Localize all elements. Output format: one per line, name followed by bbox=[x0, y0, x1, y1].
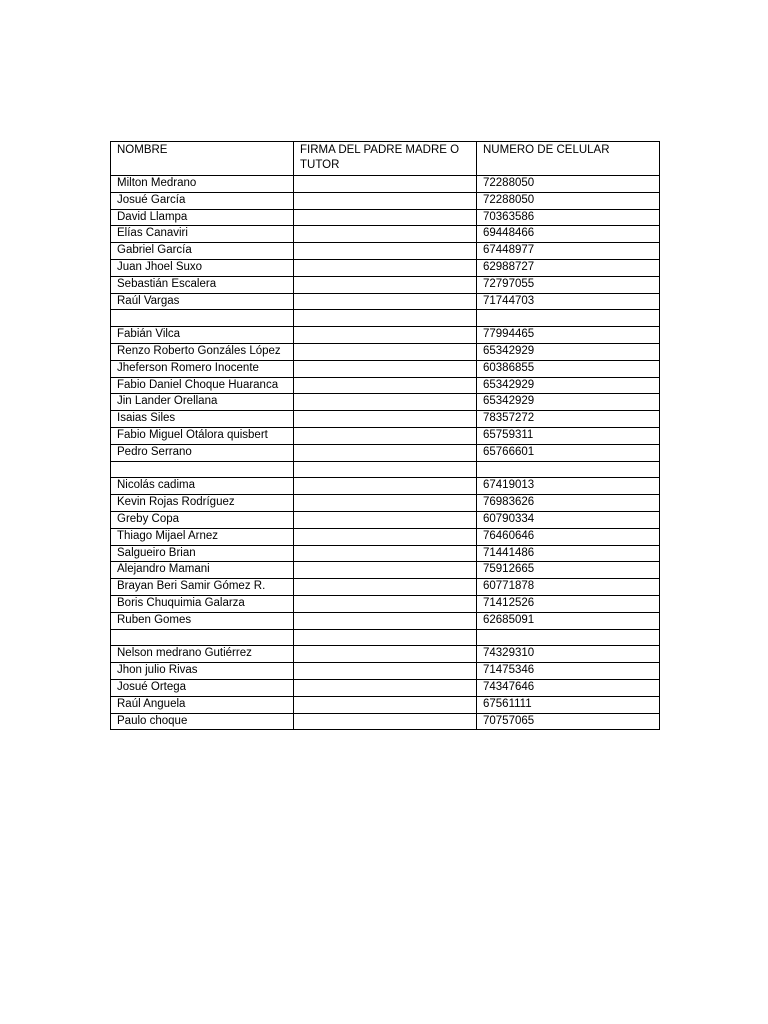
table-row bbox=[111, 209, 660, 226]
cell-phone: 75912665 bbox=[477, 562, 660, 579]
table-row bbox=[111, 327, 660, 344]
cell-phone: 71475346 bbox=[477, 663, 660, 680]
cell-phone: 65766601 bbox=[477, 444, 660, 461]
cell-phone: 71441486 bbox=[477, 545, 660, 562]
cell-phone: 72797055 bbox=[477, 276, 660, 293]
table-row bbox=[111, 595, 660, 612]
table-row bbox=[111, 427, 660, 444]
cell-phone: 77994465 bbox=[477, 327, 660, 344]
cell-phone: 74329310 bbox=[477, 646, 660, 663]
table-row bbox=[111, 545, 660, 562]
cell-signature bbox=[294, 696, 477, 713]
cell-signature bbox=[294, 461, 477, 478]
cell-signature bbox=[294, 293, 477, 310]
table-row bbox=[111, 511, 660, 528]
cell-name: Jhon julio Rivas bbox=[111, 663, 294, 680]
cell-phone: 70757065 bbox=[477, 713, 660, 730]
cell-name: Elías Canaviri bbox=[111, 226, 294, 243]
cell-signature bbox=[294, 427, 477, 444]
table-row bbox=[111, 343, 660, 360]
cell-phone: 72288050 bbox=[477, 192, 660, 209]
table-row bbox=[111, 528, 660, 545]
cell-signature bbox=[294, 663, 477, 680]
cell-signature bbox=[294, 377, 477, 394]
cell-signature bbox=[294, 679, 477, 696]
cell-name: Thiago Mijael Arnez bbox=[111, 528, 294, 545]
cell-name: Isaias Siles bbox=[111, 411, 294, 428]
cell-signature bbox=[294, 528, 477, 545]
cell-name bbox=[111, 461, 294, 478]
table-row bbox=[111, 310, 660, 327]
table-row bbox=[111, 243, 660, 260]
table-row bbox=[111, 411, 660, 428]
cell-phone: 67448977 bbox=[477, 243, 660, 260]
cell-phone: 62988727 bbox=[477, 259, 660, 276]
cell-phone: 62685091 bbox=[477, 612, 660, 629]
table-row bbox=[111, 360, 660, 377]
cell-signature bbox=[294, 243, 477, 260]
cell-signature bbox=[294, 579, 477, 596]
cell-name: Jheferson Romero Inocente bbox=[111, 360, 294, 377]
cell-name: Sebastián Escalera bbox=[111, 276, 294, 293]
cell-name: Ruben Gomes bbox=[111, 612, 294, 629]
cell-name: Raúl Vargas bbox=[111, 293, 294, 310]
cell-name: Greby Copa bbox=[111, 511, 294, 528]
table-row bbox=[111, 192, 660, 209]
table-row bbox=[111, 226, 660, 243]
cell-signature bbox=[294, 176, 477, 193]
table-row bbox=[111, 461, 660, 478]
cell-name: Brayan Beri Samir Gómez R. bbox=[111, 579, 294, 596]
cell-signature bbox=[294, 478, 477, 495]
cell-name: Fabio Miguel Otálora quisbert bbox=[111, 427, 294, 444]
cell-phone: 71744703 bbox=[477, 293, 660, 310]
table-row bbox=[111, 663, 660, 680]
table-row bbox=[111, 646, 660, 663]
table-header-row bbox=[111, 142, 660, 176]
cell-signature bbox=[294, 209, 477, 226]
cell-phone: 67419013 bbox=[477, 478, 660, 495]
table-row bbox=[111, 276, 660, 293]
cell-name: Josué García bbox=[111, 192, 294, 209]
cell-name: David Llampa bbox=[111, 209, 294, 226]
cell-phone: 70363586 bbox=[477, 209, 660, 226]
table-row bbox=[111, 612, 660, 629]
cell-signature bbox=[294, 360, 477, 377]
cell-signature bbox=[294, 511, 477, 528]
cell-phone bbox=[477, 310, 660, 327]
cell-name: Milton Medrano bbox=[111, 176, 294, 193]
table-row bbox=[111, 478, 660, 495]
cell-name: Renzo Roberto Gonzáles López bbox=[111, 343, 294, 360]
cell-signature bbox=[294, 595, 477, 612]
table-row bbox=[111, 377, 660, 394]
cell-phone: 67561111 bbox=[477, 696, 660, 713]
cell-name: Kevin Rojas Rodríguez bbox=[111, 495, 294, 512]
table-row bbox=[111, 495, 660, 512]
table-body bbox=[111, 176, 660, 730]
cell-phone: 69448466 bbox=[477, 226, 660, 243]
table-row bbox=[111, 713, 660, 730]
cell-name: Salgueiro Brian bbox=[111, 545, 294, 562]
cell-signature bbox=[294, 646, 477, 663]
cell-phone: 72288050 bbox=[477, 176, 660, 193]
table-row bbox=[111, 696, 660, 713]
cell-phone: 76460646 bbox=[477, 528, 660, 545]
cell-name: Raúl Anguela bbox=[111, 696, 294, 713]
cell-name: Josué Ortega bbox=[111, 679, 294, 696]
cell-signature bbox=[294, 394, 477, 411]
cell-name: Pedro Serrano bbox=[111, 444, 294, 461]
table-row bbox=[111, 259, 660, 276]
cell-phone: 65342929 bbox=[477, 377, 660, 394]
cell-signature bbox=[294, 562, 477, 579]
header-signature: FIRMA DEL PADRE MADRE O TUTOR bbox=[294, 142, 477, 176]
cell-phone: 60771878 bbox=[477, 579, 660, 596]
cell-phone: 71412526 bbox=[477, 595, 660, 612]
table-row bbox=[111, 629, 660, 646]
cell-signature bbox=[294, 495, 477, 512]
cell-name: Nelson medrano Gutiérrez bbox=[111, 646, 294, 663]
table-row bbox=[111, 444, 660, 461]
cell-signature bbox=[294, 612, 477, 629]
cell-phone: 65342929 bbox=[477, 394, 660, 411]
cell-signature bbox=[294, 276, 477, 293]
cell-signature bbox=[294, 259, 477, 276]
table-row bbox=[111, 394, 660, 411]
cell-phone: 78357272 bbox=[477, 411, 660, 428]
student-contact-table bbox=[110, 141, 660, 730]
cell-name: Juan Jhoel Suxo bbox=[111, 259, 294, 276]
table-row bbox=[111, 562, 660, 579]
header-name: NOMBRE bbox=[111, 142, 294, 176]
cell-signature bbox=[294, 545, 477, 562]
cell-phone: 76983626 bbox=[477, 495, 660, 512]
cell-signature bbox=[294, 629, 477, 646]
table-row bbox=[111, 679, 660, 696]
cell-phone: 65759311 bbox=[477, 427, 660, 444]
header-phone: NUMERO DE CELULAR bbox=[477, 142, 660, 176]
table-row bbox=[111, 176, 660, 193]
cell-name bbox=[111, 629, 294, 646]
cell-name: Gabriel García bbox=[111, 243, 294, 260]
cell-phone: 74347646 bbox=[477, 679, 660, 696]
cell-name: Boris Chuquimia Galarza bbox=[111, 595, 294, 612]
cell-name: Jin Lander Orellana bbox=[111, 394, 294, 411]
cell-name bbox=[111, 310, 294, 327]
cell-name: Fabio Daniel Choque Huaranca bbox=[111, 377, 294, 394]
cell-name: Paulo choque bbox=[111, 713, 294, 730]
table-row bbox=[111, 293, 660, 310]
cell-signature bbox=[294, 713, 477, 730]
cell-signature bbox=[294, 444, 477, 461]
cell-phone bbox=[477, 629, 660, 646]
cell-signature bbox=[294, 411, 477, 428]
cell-phone bbox=[477, 461, 660, 478]
cell-name: Nicolás cadima bbox=[111, 478, 294, 495]
cell-phone: 60386855 bbox=[477, 360, 660, 377]
cell-signature bbox=[294, 310, 477, 327]
table-row bbox=[111, 579, 660, 596]
cell-signature bbox=[294, 343, 477, 360]
cell-signature bbox=[294, 192, 477, 209]
cell-name: Fabián Vilca bbox=[111, 327, 294, 344]
cell-signature bbox=[294, 327, 477, 344]
cell-signature bbox=[294, 226, 477, 243]
cell-name: Alejandro Mamani bbox=[111, 562, 294, 579]
cell-phone: 65342929 bbox=[477, 343, 660, 360]
cell-phone: 60790334 bbox=[477, 511, 660, 528]
